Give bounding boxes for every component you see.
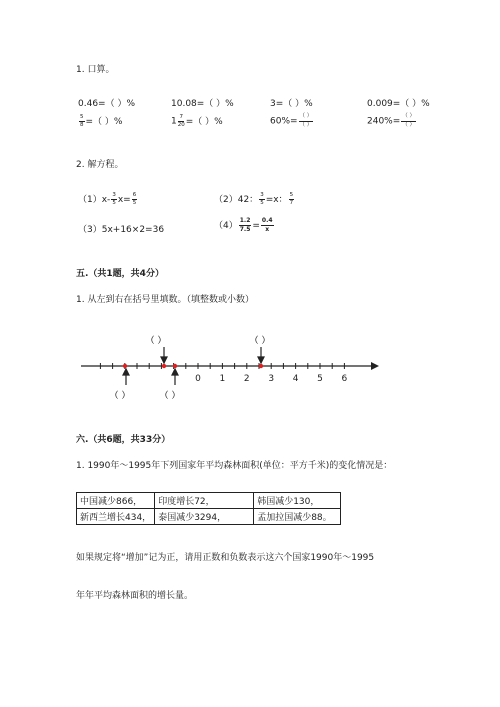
tick-label: 5 — [317, 374, 323, 384]
tick-label: 2 — [243, 374, 250, 384]
fraction: $\frac{( )}{( )}$ — [402, 113, 416, 128]
fraction: $\frac{3}{5}$ — [112, 191, 116, 206]
fraction: $\frac{3}{5}$ — [260, 191, 264, 206]
table-row — [77, 493, 341, 509]
q2-title: 2. 解方程。 — [76, 160, 124, 170]
red-marker — [173, 364, 177, 368]
section-5-heading: 五.（共1题，共4分） — [76, 269, 164, 279]
fraction: $\frac{7}{20}$ — [177, 113, 185, 128]
tick-label: 3 — [268, 374, 275, 384]
section-5-question: 1. 从左到右在括号里填数。（填整数或小数） — [76, 295, 254, 305]
equation-2: （2）42： $\frac{3}{5}$ =x： $\frac{5}{7}$ — [214, 191, 294, 206]
section-6-paragraph-2: 年年平均森林面积的增长量。 — [76, 591, 194, 601]
fraction: $\frac{5}{8}$ — [80, 113, 84, 128]
q1-item-7: 60%= $\frac{( )}{( )}$ — [270, 113, 313, 128]
red-marker — [162, 364, 166, 368]
bottom-paren-1: （ ） — [109, 391, 131, 401]
tick-label: 4 — [292, 374, 299, 384]
fraction: $\frac{1.2}{7.5}$ — [239, 217, 251, 233]
q1-item-8: 240%= $\frac{( )}{( )}$ — [367, 113, 416, 128]
tick-label: 1 — [219, 374, 226, 384]
q1-title: 1. 口算。 — [76, 65, 115, 75]
fraction: $\frac{5}{7}$ — [289, 191, 294, 206]
q1-item-3: 3=（ ）% — [270, 99, 313, 109]
table-cell: 韩国减少130， — [254, 493, 341, 509]
section-6-heading: 六.（共6题，共33分） — [76, 435, 171, 445]
down-arrow-2 — [258, 347, 264, 363]
number-line-diagram — [76, 330, 386, 405]
table-row — [77, 509, 341, 525]
fraction: $\frac{6}{5}$ — [132, 191, 137, 206]
tick-label: 0 — [195, 374, 201, 384]
table-cell: 泰国减少3294， — [155, 509, 254, 525]
up-arrow-1 — [123, 369, 129, 385]
q1-item-1: 0.46=（ ）% — [78, 99, 135, 109]
table-cell: 中国减少866， — [77, 493, 155, 509]
down-arrow-1 — [161, 347, 167, 363]
table-cell: 新西兰增长434， — [77, 509, 155, 525]
bottom-paren-2: （ ） — [159, 391, 181, 401]
forest-change-table — [76, 492, 341, 525]
table-cell: 印度增长72， — [155, 493, 254, 509]
fraction: $\frac{( )}{( )}$ — [299, 113, 313, 128]
arrow-head — [371, 362, 379, 370]
tick-label: 6 — [341, 374, 348, 384]
top-paren-1: （ ） — [145, 336, 167, 346]
section-6-paragraph-1: 如果规定将“增加”记为正，请用正数和负数表示这六个国家1990年～1995 — [76, 553, 375, 563]
q1-item-2: 10.08=（ ）% — [171, 99, 234, 109]
fraction: $\frac{0.4}{x}$ — [261, 217, 273, 233]
q1-item-6: 1 $\frac{7}{20}$ =（ ）% — [171, 113, 223, 128]
red-marker — [259, 364, 263, 368]
table-cell: 孟加拉国减少88。 — [254, 509, 341, 525]
q1-item-4: 0.009=（ ）% — [367, 99, 430, 109]
top-paren-2: （ ） — [249, 336, 271, 346]
equation-4: （4） $\frac{1.2}{7.5}$ = $\frac{0.4}{x}$ — [214, 217, 273, 233]
section-6-question: 1. 1990年～1995年下列国家年平均森林面积(单位：平方千米)的变化情况是： — [76, 461, 393, 471]
red-marker — [123, 364, 127, 368]
up-arrow-2 — [172, 369, 178, 385]
equation-3: （3）5x+16×2=36 — [78, 225, 165, 235]
q1-item-5: $\frac{5}{8}$ =（ ）% — [80, 113, 123, 128]
equation-1: （1）x- $\frac{3}{5}$ x= $\frac{6}{5}$ — [78, 191, 137, 206]
